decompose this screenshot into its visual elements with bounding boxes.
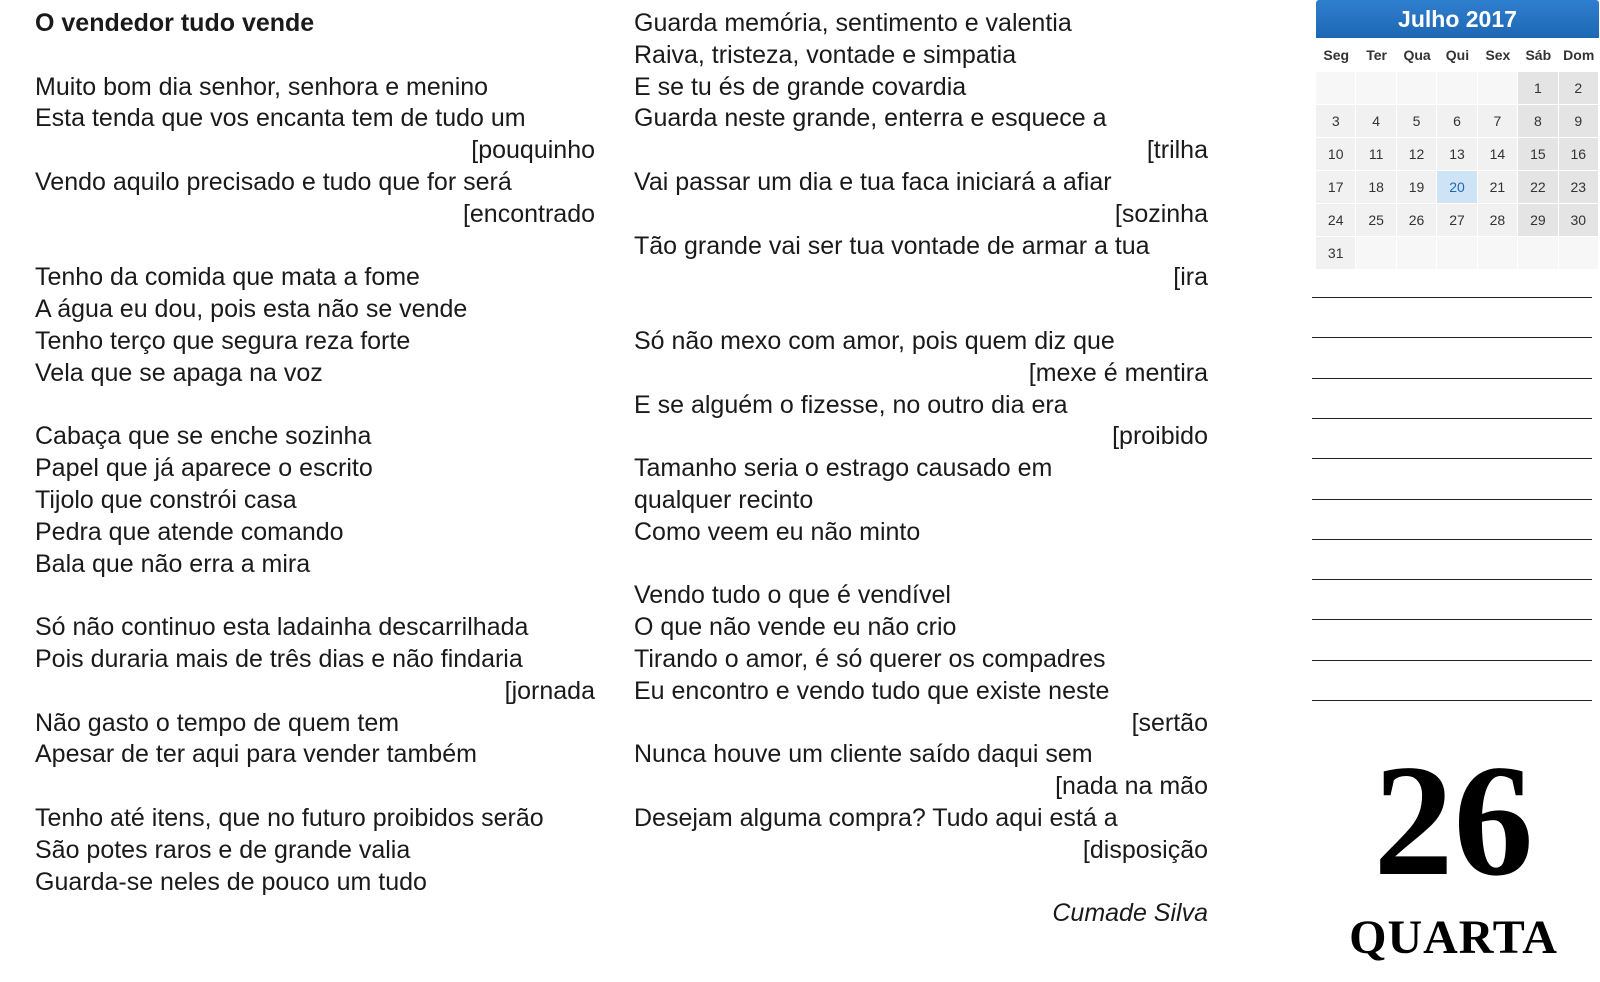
calendar-day[interactable]: 5 bbox=[1397, 105, 1437, 138]
calendar-empty-cell bbox=[1356, 237, 1396, 270]
calendar-day[interactable]: 12 bbox=[1397, 138, 1437, 171]
poem-line: Nunca houve um cliente saído daqui sem bbox=[634, 740, 1093, 769]
poem-line: Vela que se apaga na voz bbox=[35, 358, 323, 387]
poem-line: Tirando o amor, é só querer os compadres bbox=[634, 644, 1106, 673]
calendar-day[interactable]: 2 bbox=[1559, 72, 1599, 105]
calendar-day[interactable]: 23 bbox=[1559, 171, 1599, 204]
poem-line: Pois duraria mais de três dias e não findaria bbox=[35, 644, 523, 673]
poem-line: qualquer recinto bbox=[634, 485, 814, 514]
poem-line: E se alguém o fizesse, no outro dia era bbox=[634, 390, 1068, 419]
poem-line: Muito bom dia senhor, senhora e menino bbox=[35, 72, 489, 101]
calendar-day[interactable]: 25 bbox=[1356, 204, 1396, 237]
poem-line: Como veem eu não minto bbox=[634, 517, 921, 546]
poem-line: [sertão bbox=[1131, 708, 1208, 737]
poem-line: O que não vende eu não crio bbox=[634, 613, 957, 642]
poem-line: [trilha bbox=[1146, 136, 1208, 165]
calendar-day[interactable]: 26 bbox=[1397, 204, 1437, 237]
calendar-day[interactable]: 6 bbox=[1437, 105, 1477, 138]
note-line bbox=[1312, 700, 1592, 701]
note-line bbox=[1312, 297, 1592, 298]
stanza-gap bbox=[634, 549, 1208, 581]
poem-line: Desejam alguma compra? Tudo aqui está a bbox=[634, 803, 1118, 832]
calendar-day[interactable]: 29 bbox=[1518, 204, 1558, 237]
poem-line: Guarda-se neles de pouco um tudo bbox=[35, 867, 427, 896]
poem-column-left bbox=[35, 8, 595, 898]
calendar-day-grid bbox=[1316, 72, 1599, 270]
poem-line: Tamanho seria o estrago causado em bbox=[634, 454, 1053, 483]
calendar-day[interactable]: 3 bbox=[1316, 105, 1356, 138]
poem-line: Raiva, tristeza, vontade e simpatia bbox=[634, 40, 1017, 69]
calendar-empty-cell bbox=[1478, 72, 1518, 105]
calendar-weekday-row bbox=[1316, 38, 1599, 72]
poem-column-right bbox=[634, 8, 1208, 930]
note-line bbox=[1312, 499, 1592, 500]
calendar-empty-cell bbox=[1356, 72, 1396, 105]
weekday-header: Qua bbox=[1403, 47, 1431, 63]
poem-line: Papel que já aparece o escrito bbox=[35, 454, 373, 483]
weekday-header: Seg bbox=[1323, 47, 1350, 63]
poem-line: Apesar de ter aqui para vender também bbox=[35, 740, 477, 769]
weekday-header: Dom bbox=[1563, 47, 1595, 63]
weekday-name: QUARTA bbox=[1349, 911, 1558, 964]
poem-line: Tenho da comida que mata a fome bbox=[35, 263, 420, 292]
calendar-day[interactable]: 22 bbox=[1518, 171, 1558, 204]
stanza-gap bbox=[634, 867, 1208, 899]
poem-author: Cumade Silva bbox=[1052, 899, 1208, 928]
poem-line: [nada na mão bbox=[1055, 772, 1208, 801]
calendar-empty-cell bbox=[1518, 237, 1558, 270]
calendar-empty-cell bbox=[1437, 237, 1477, 270]
mini-calendar bbox=[1316, 0, 1599, 270]
note-line bbox=[1312, 579, 1592, 580]
stanza-gap bbox=[35, 40, 595, 72]
calendar-day[interactable]: 20 bbox=[1437, 171, 1477, 204]
poem-line: [encontrado bbox=[462, 199, 595, 228]
calendar-day[interactable]: 27 bbox=[1437, 204, 1477, 237]
calendar-day[interactable]: 24 bbox=[1316, 204, 1356, 237]
calendar-day[interactable]: 21 bbox=[1478, 171, 1518, 204]
stanza-gap bbox=[35, 580, 595, 612]
calendar-day[interactable]: 31 bbox=[1316, 237, 1356, 270]
calendar-empty-cell bbox=[1437, 72, 1477, 105]
note-line bbox=[1312, 418, 1592, 419]
poem-line: Tenho terço que segura reza forte bbox=[35, 326, 411, 355]
poem-line: [proibido bbox=[1112, 422, 1208, 451]
stanza-gap bbox=[35, 390, 595, 422]
calendar-day[interactable]: 28 bbox=[1478, 204, 1518, 237]
stanza-gap bbox=[634, 294, 1208, 326]
calendar-day[interactable]: 15 bbox=[1518, 138, 1558, 171]
weekday-header: Qui bbox=[1445, 47, 1470, 63]
calendar-day[interactable]: 18 bbox=[1356, 171, 1396, 204]
poem-line: Cabaça que se enche sozinha bbox=[35, 422, 372, 451]
poem-line: São potes raros e de grande valia bbox=[35, 835, 411, 864]
calendar-day[interactable]: 16 bbox=[1559, 138, 1599, 171]
poem-line: Vai passar um dia e tua faca iniciará a afiar bbox=[634, 167, 1112, 196]
calendar-day[interactable]: 13 bbox=[1437, 138, 1477, 171]
calendar-day[interactable]: 8 bbox=[1518, 105, 1558, 138]
poem-line: A água eu dou, pois esta não se vende bbox=[35, 295, 468, 324]
poem-line: Vendo aquilo precisado e tudo que for será bbox=[35, 167, 512, 196]
note-line bbox=[1312, 458, 1592, 459]
poem-line: Não gasto o tempo de quem tem bbox=[35, 708, 400, 737]
poem-line: Só não mexo com amor, pois quem diz que bbox=[634, 326, 1115, 355]
poem-title: O vendedor tudo vende bbox=[35, 9, 315, 37]
poem-line: Pedra que atende comando bbox=[35, 517, 344, 546]
calendar-empty-cell bbox=[1397, 237, 1437, 270]
calendar-day[interactable]: 7 bbox=[1478, 105, 1518, 138]
weekday-header: Ter bbox=[1366, 47, 1387, 63]
calendar-day[interactable]: 4 bbox=[1356, 105, 1396, 138]
calendar-day[interactable]: 10 bbox=[1316, 138, 1356, 171]
note-line bbox=[1312, 539, 1592, 540]
calendar-empty-cell bbox=[1316, 72, 1356, 105]
poem-line: Tão grande vai ser tua vontade de armar a tua bbox=[634, 231, 1150, 260]
poem-line: [ira bbox=[1173, 263, 1208, 292]
calendar-day[interactable]: 14 bbox=[1478, 138, 1518, 171]
poem-line: Vendo tudo o que é vendível bbox=[634, 581, 951, 610]
calendar-day[interactable]: 1 bbox=[1518, 72, 1558, 105]
calendar-day[interactable]: 9 bbox=[1559, 105, 1599, 138]
poem-line: Só não continuo esta ladainha descarrilhada bbox=[35, 613, 529, 642]
note-line bbox=[1312, 378, 1592, 379]
poem-line: E se tu és de grande covardia bbox=[634, 72, 967, 101]
poem-line: Bala que não erra a mira bbox=[35, 549, 311, 578]
note-line bbox=[1312, 619, 1592, 620]
poem-line: [mexe é mentira bbox=[1028, 358, 1208, 387]
note-line bbox=[1312, 337, 1592, 338]
poem-line: Eu encontro e vendo tudo que existe neste bbox=[634, 676, 1110, 705]
calendar-empty-cell bbox=[1397, 72, 1437, 105]
poem-line: Esta tenda que vos encanta tem de tudo um bbox=[35, 104, 526, 133]
calendar-day[interactable]: 19 bbox=[1397, 171, 1437, 204]
calendar-day[interactable]: 30 bbox=[1559, 204, 1599, 237]
poem-line: [jornada bbox=[504, 676, 595, 705]
poem-line: [pouquinho bbox=[471, 136, 595, 165]
weekday-header: Sáb bbox=[1525, 47, 1552, 63]
poem-line: Guarda memória, sentimento e valentia bbox=[634, 9, 1072, 37]
stanza-gap bbox=[35, 771, 595, 803]
day-number: 26 bbox=[1373, 731, 1534, 909]
poem-line: [disposição bbox=[1082, 835, 1208, 864]
weekday-header: Sex bbox=[1485, 47, 1511, 63]
stanza-gap bbox=[35, 231, 595, 263]
calendar-month-title: Julho 2017 bbox=[1316, 0, 1599, 38]
poem-line: [sozinha bbox=[1114, 199, 1208, 228]
note-line bbox=[1312, 660, 1592, 661]
poem-line: Guarda neste grande, enterra e esquece a bbox=[634, 104, 1107, 133]
calendar-empty-cell bbox=[1559, 237, 1599, 270]
calendar-day[interactable]: 17 bbox=[1316, 171, 1356, 204]
calendar-day[interactable]: 11 bbox=[1356, 138, 1396, 171]
poem-line: Tijolo que constrói casa bbox=[35, 485, 297, 514]
calendar-empty-cell bbox=[1478, 237, 1518, 270]
poem-line: Tenho até itens, que no futuro proibidos serão bbox=[35, 803, 544, 832]
